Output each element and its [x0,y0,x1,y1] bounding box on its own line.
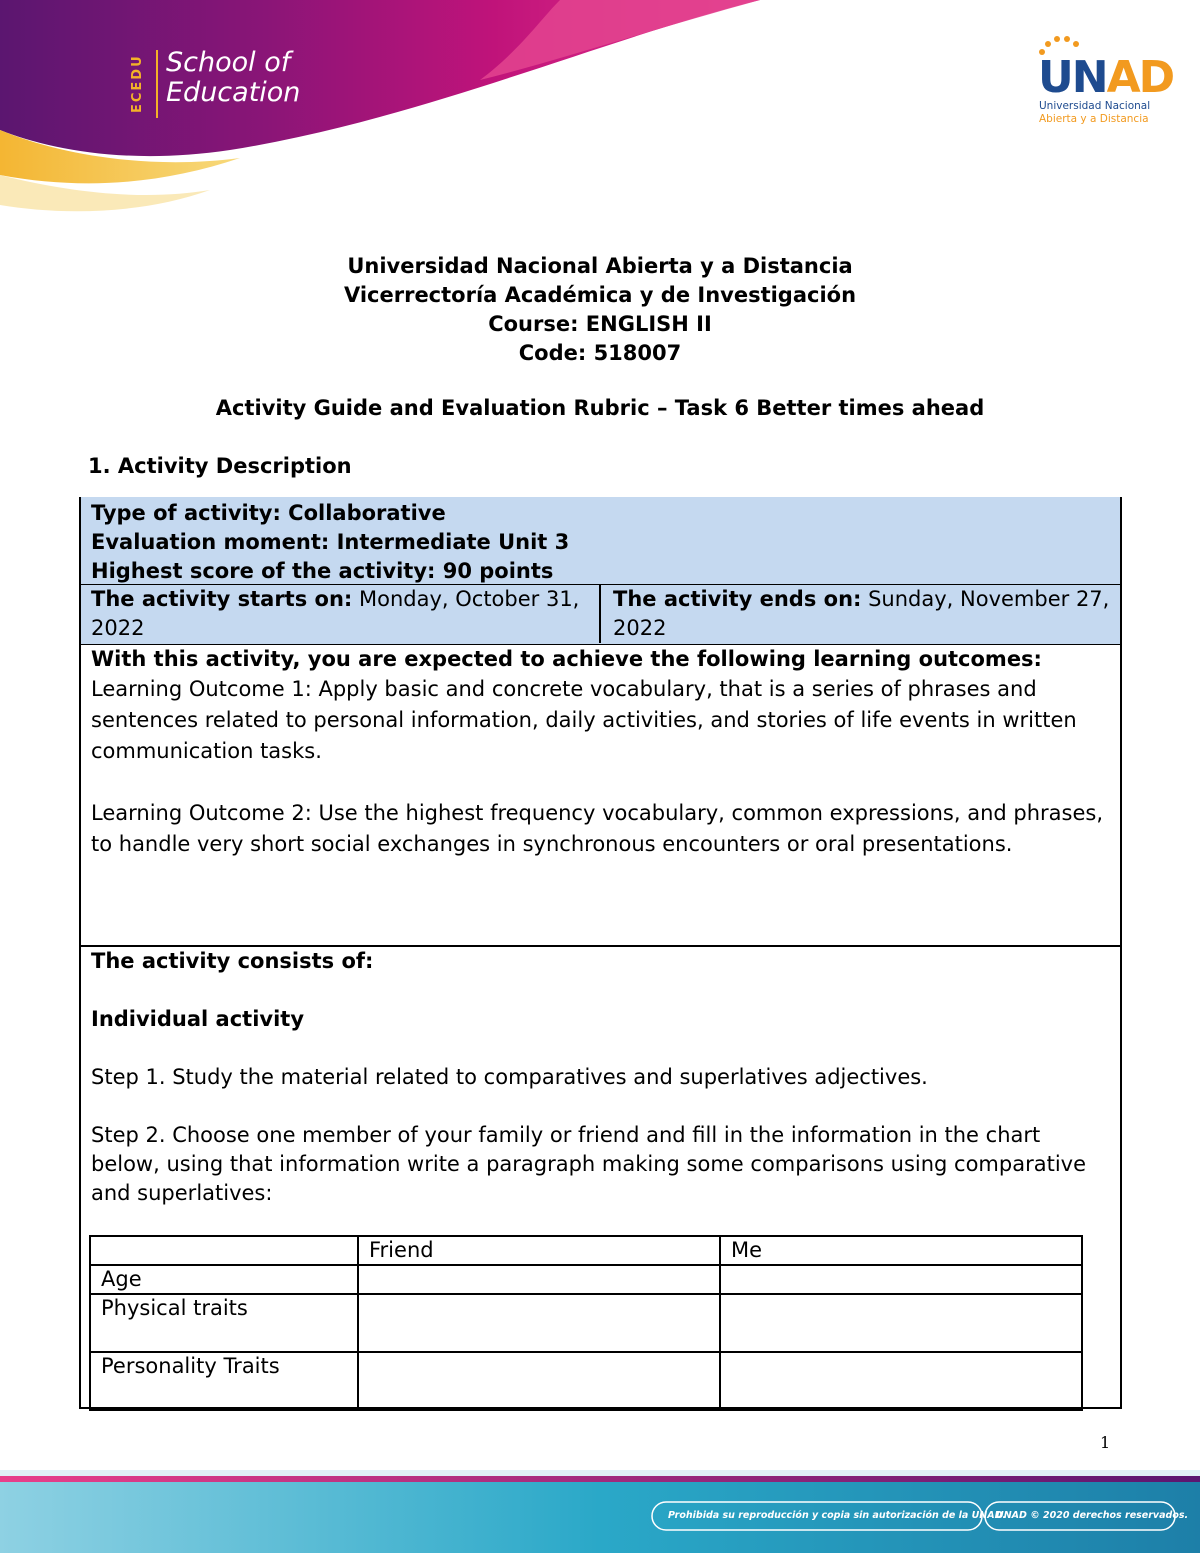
start-date-cell [81,585,601,643]
unad-logo [1030,30,1180,130]
section-heading: 1. Activity Description [88,454,352,478]
column-header-friend: Friend [358,1236,720,1265]
unad-letter-u: U [1038,52,1072,103]
highest-score: Highest score of the activity: 90 points [91,559,554,583]
activity-dates-row [81,585,1120,645]
outcomes-header: With this activity, you are expected to achieve the following learning outcomes: [91,647,1042,671]
cell-physical-friend[interactable] [358,1294,720,1352]
learning-outcomes-row [81,645,1120,947]
learning-outcome-2: Learning Outcome 2: Use the highest frequency vocabulary, common expressions, and phrases, to handle very short social exchanges in synchronous encounters or oral presentations. [91,801,1104,856]
comparison-chart [89,1235,1083,1411]
school-line-2: Education [166,77,301,108]
end-date-cell [603,585,1123,643]
university-name: Universidad Nacional Abierta y a Distancia [347,254,853,278]
vice-rectory: Vicerrectoría Académica y de Investigación [343,283,857,307]
header-banner [0,0,1200,230]
start-date-label: The activity starts on: [91,587,353,611]
ecedu-label: ECEDU [130,54,145,114]
step-1: Step 1. Study the material related to comparatives and superlatives adjectives. [91,1065,928,1089]
school-line-1: School of [166,47,291,78]
unad-subtitle-2: Abierta y a Distancia [1039,113,1149,125]
evaluation-moment: Evaluation moment: Intermediate Unit 3 [91,530,570,554]
end-date-label: The activity ends on: [613,587,862,611]
course-code: Code: 518007 [518,341,682,365]
chart-corner-cell [90,1236,358,1265]
activity-type-row [81,497,1120,585]
cell-age-me[interactable] [720,1265,1082,1294]
row-label-personality-traits: Personality Traits [90,1352,358,1410]
end-date-value: Sunday, November 27, 2022 [613,587,1110,640]
individual-activity-header: Individual activity [91,1007,305,1031]
unad-letters-ad: AD [1106,52,1174,103]
logo-divider [156,50,158,118]
row-label-physical-traits: Physical traits [90,1294,358,1352]
cell-age-friend[interactable] [358,1265,720,1294]
unad-subtitle-1: Universidad Nacional [1039,100,1151,112]
row-label-age: Age [90,1265,358,1294]
unad-letter-n: N [1071,52,1107,103]
school-name [166,48,300,108]
document-title-block [0,252,1200,368]
footer-notice-copyright: UNAD © 2020 derechos reservados. [996,1510,1189,1521]
column-header-me: Me [720,1236,1082,1265]
footer-notice-reproduction: Prohibida su reproducción y copia sin autorización de la UNAD. [668,1510,1007,1521]
learning-outcome-1: Learning Outcome 1: Apply basic and concrete vocabulary, that is a series of phrases and sentences related to personal information, daily activities, and stories of life events in written communication tasks. [91,677,1077,763]
consists-header: The activity consists of: [91,949,374,973]
start-date-value: Monday, October 31, 2022 [91,587,580,640]
cell-personality-friend[interactable] [358,1352,720,1410]
unad-subtitle [1039,100,1150,126]
activity-guide-title: Activity Guide and Evaluation Rubric – Task 6 Better times ahead [215,396,985,420]
unad-wordmark [1038,52,1173,103]
cell-physical-me[interactable] [720,1294,1082,1352]
step-2: Step 2. Choose one member of your family or friend and fill in the information in the chart below, using that information write a paragraph making some comparisons using comparative and superlatives: [91,1123,1086,1205]
course-name: Course: ENGLISH II [488,312,712,336]
cell-personality-me[interactable] [720,1352,1082,1410]
activity-type: Type of activity: Collaborative [91,501,446,525]
page-number: 1 [1100,1433,1111,1452]
